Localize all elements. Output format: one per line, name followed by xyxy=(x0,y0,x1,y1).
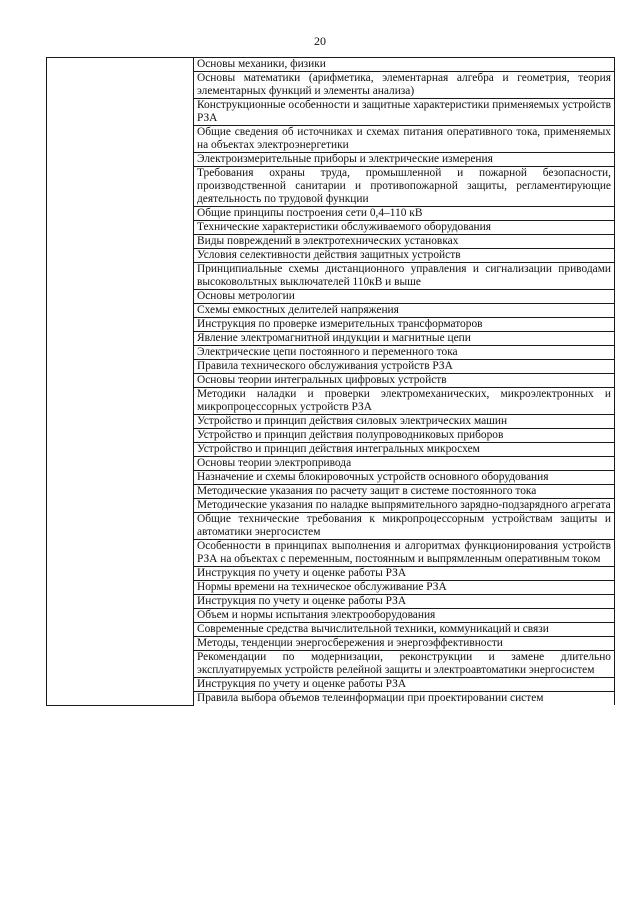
table-cell: Нормы времени на техническое обслуживание РЗА xyxy=(194,581,615,595)
table-cell: Объем и нормы испытания электрооборудования xyxy=(194,609,615,623)
table-cell: Технические характеристики обслуживаемого оборудования xyxy=(194,221,615,235)
table-cell: Методические указания по наладке выпрямительного зарядно-подзарядного агрегата xyxy=(194,499,615,513)
table-row xyxy=(47,58,615,72)
page-number: 20 xyxy=(314,34,326,48)
knowledge-table xyxy=(46,57,615,706)
table-cell: Назначение и схемы блокировочных устройств основного оборудования xyxy=(194,471,615,485)
table-cell: Конструкционные особенности и защитные характеристики применяемых устройств РЗА xyxy=(194,99,615,126)
table-cell: Принципиальные схемы дистанционного управления и сигнализации приводами высоковольтных выключателей 110кВ и выше xyxy=(194,263,615,290)
table-cell: Особенности в принципах выполнения и алгоритмах функционирования устройств РЗА на объектах с переменным, постоянным и выпрямленным оперативным током xyxy=(194,540,615,567)
table-cell: Электроизмерительные приборы и электрические измерения xyxy=(194,153,615,167)
table-cell: Основы математики (арифметика, элементарная алгебра и геометрия, теория элементарных функций и элементы анализа) xyxy=(194,72,615,99)
table-cell: Инструкция по учету и оценке работы РЗА xyxy=(194,595,615,609)
table-cell: Общие принципы построения сети 0,4–110 кВ xyxy=(194,207,615,221)
table-cell: Требования охраны труда, промышленной и пожарной безопасности, производственной санитарии и противопожарной защиты, регламентирующие деятельность по трудовой функции xyxy=(194,167,615,207)
table-cell: Основы механики, физики xyxy=(194,58,615,72)
table-cell: Явление электромагнитной индукции и магнитные цепи xyxy=(194,332,615,346)
table-cell: Правила выбора объемов телеинформации при проектировании систем xyxy=(194,692,615,706)
table-cell: Общие сведения об источниках и схемах питания оперативного тока, применяемых на объектах электроэнергетики xyxy=(194,126,615,153)
table-cell: Условия селективности действия защитных устройств xyxy=(194,249,615,263)
table-cell: Методические указания по расчету защит в системе постоянного тока xyxy=(194,485,615,499)
table-cell: Методы, тенденции энергосбережения и энергоэффективности xyxy=(194,637,615,651)
table-cell: Виды повреждений в электротехнических установках xyxy=(194,235,615,249)
table-cell: Основы метрологии xyxy=(194,290,615,304)
empty-label-cell xyxy=(47,58,194,706)
table-cell: Инструкция по учету и оценке работы РЗА xyxy=(194,567,615,581)
table-cell: Методики наладки и проверки электромеханических, микроэлектронных и микропроцессорных устройств РЗА xyxy=(194,388,615,415)
table-cell: Схемы емкостных делителей напряжения xyxy=(194,304,615,318)
table-cell: Устройство и принцип действия полупроводниковых приборов xyxy=(194,429,615,443)
table-cell: Электрические цепи постоянного и переменного тока xyxy=(194,346,615,360)
table-cell: Общие технические требования к микропроцессорным устройствам защиты и автоматики энергосистем xyxy=(194,513,615,540)
table-cell: Современные средства вычислительной техники, коммуникаций и связи xyxy=(194,623,615,637)
table-cell: Инструкция по проверке измерительных трансформаторов xyxy=(194,318,615,332)
table-cell: Рекомендации по модернизации, реконструкции и замене длительно эксплуатируемых устройств релейной защиты и электроавтоматики энергосистем xyxy=(194,651,615,678)
table-cell: Правила технического обслуживания устройств РЗА xyxy=(194,360,615,374)
table-cell: Инструкция по учету и оценке работы РЗА xyxy=(194,678,615,692)
table-cell: Основы теории электропривода xyxy=(194,457,615,471)
table-cell: Основы теории интегральных цифровых устройств xyxy=(194,374,615,388)
table-cell: Устройство и принцип действия силовых электрических машин xyxy=(194,415,615,429)
table-cell: Устройство и принцип действия интегральных микросхем xyxy=(194,443,615,457)
